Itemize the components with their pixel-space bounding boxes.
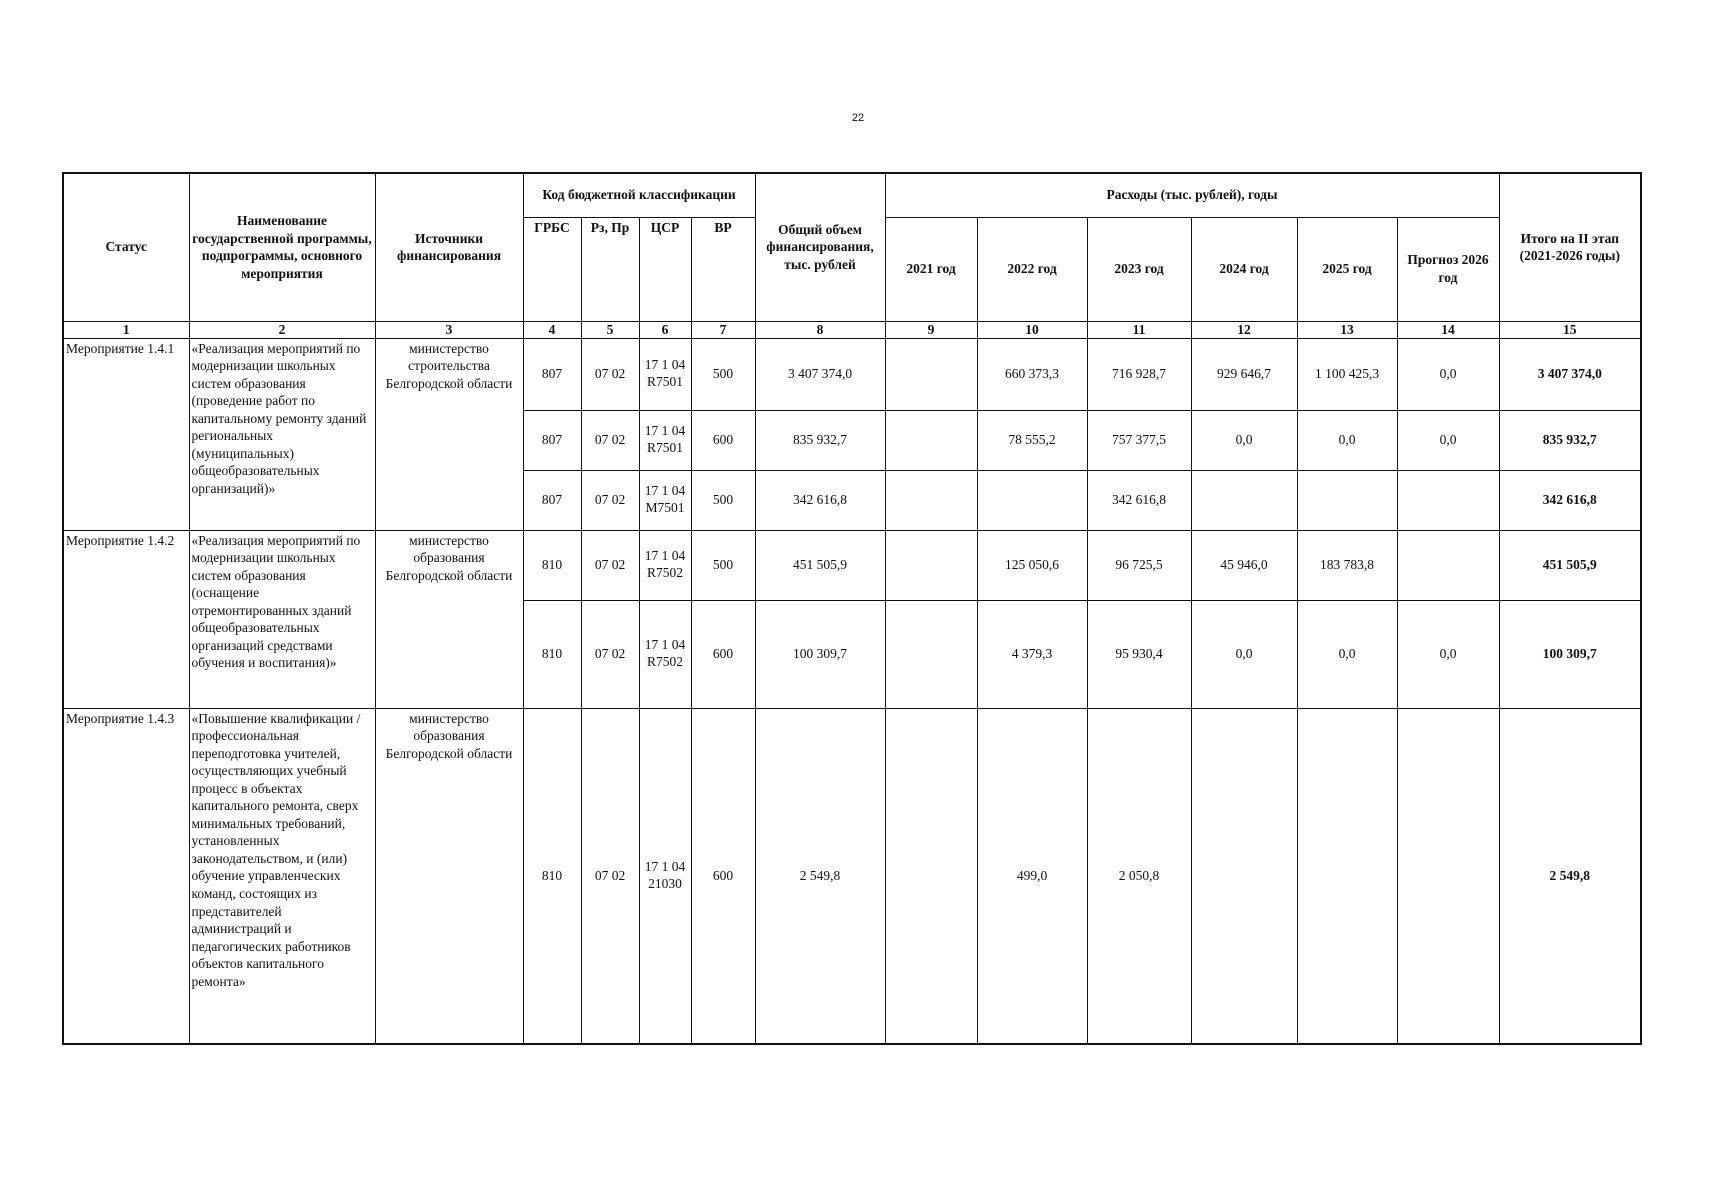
header-expenses: Расходы (тыс. рублей), годы: [885, 173, 1499, 217]
cell-2026: 0,0: [1397, 410, 1499, 470]
budget-table: [62, 172, 1642, 1045]
header-year-2022: 2022 год: [977, 217, 1087, 321]
header-vr: ВР: [691, 217, 755, 321]
cell-total: 451 505,9: [755, 530, 885, 600]
measure-name: «Реализация мероприятий по модернизации школьных систем образования (проведение работ по капитальному ремонту зданий региональных (муниципальных) общеобразовательных организаций)»: [189, 338, 375, 530]
column-number: 12: [1191, 321, 1297, 338]
cell-itogo: 835 932,7: [1499, 410, 1641, 470]
cell-vr: 600: [691, 410, 755, 470]
cell-itogo: 2 549,8: [1499, 708, 1641, 1044]
cell-itogo: 451 505,9: [1499, 530, 1641, 600]
cell-2022: [977, 470, 1087, 530]
column-number: 5: [581, 321, 639, 338]
cell-2025: 0,0: [1297, 410, 1397, 470]
cell-rzpr: 07 02: [581, 600, 639, 708]
cell-2026: [1397, 708, 1499, 1044]
cell-csr: 17 1 04 R7501: [639, 338, 691, 410]
cell-total: 835 932,7: [755, 410, 885, 470]
cell-itogo: 342 616,8: [1499, 470, 1641, 530]
cell-2023: 716 928,7: [1087, 338, 1191, 410]
cell-2025: 1 100 425,3: [1297, 338, 1397, 410]
column-number: 10: [977, 321, 1087, 338]
measure-status: Мероприятие 1.4.1: [63, 338, 189, 530]
cell-2026: 0,0: [1397, 338, 1499, 410]
cell-rzpr: 07 02: [581, 410, 639, 470]
column-numbers-row: [63, 321, 1641, 338]
cell-total: 3 407 374,0: [755, 338, 885, 410]
cell-2023: 2 050,8: [1087, 708, 1191, 1044]
header-source: Источники финансирования: [375, 173, 523, 321]
cell-2025: 0,0: [1297, 600, 1397, 708]
cell-2023: 342 616,8: [1087, 470, 1191, 530]
column-number: 11: [1087, 321, 1191, 338]
cell-vr: 500: [691, 338, 755, 410]
cell-csr: 17 1 04 R7501: [639, 410, 691, 470]
column-number: 4: [523, 321, 581, 338]
cell-2026: 0,0: [1397, 600, 1499, 708]
header-csr: ЦСР: [639, 217, 691, 321]
header-total-volume: Общий объем финансирования, тыс. рублей: [755, 173, 885, 321]
cell-2024: 0,0: [1191, 600, 1297, 708]
cell-csr: 17 1 04 M7501: [639, 470, 691, 530]
header-year-2023: 2023 год: [1087, 217, 1191, 321]
column-number: 7: [691, 321, 755, 338]
cell-2023: 757 377,5: [1087, 410, 1191, 470]
cell-rzpr: 07 02: [581, 708, 639, 1044]
cell-csr: 17 1 04 21030: [639, 708, 691, 1044]
table-row: [63, 530, 1641, 600]
header-name: Наименование государственной программы, подпрограммы, основного мероприятия: [189, 173, 375, 321]
column-number: 2: [189, 321, 375, 338]
cell-2023: 95 930,4: [1087, 600, 1191, 708]
cell-csr: 17 1 04 R7502: [639, 600, 691, 708]
cell-2023: 96 725,5: [1087, 530, 1191, 600]
cell-2025: 183 783,8: [1297, 530, 1397, 600]
cell-grbs: 807: [523, 470, 581, 530]
cell-itogo: 100 309,7: [1499, 600, 1641, 708]
column-number: 1: [63, 321, 189, 338]
cell-rzpr: 07 02: [581, 530, 639, 600]
cell-2026: [1397, 530, 1499, 600]
cell-2021: [885, 600, 977, 708]
table-row: [63, 338, 1641, 410]
cell-2021: [885, 410, 977, 470]
cell-grbs: 810: [523, 708, 581, 1044]
measure-name: «Повышение квалификации / профессиональная переподготовка учителей, осуществляющих учебный процесс в объектах капитального ремонта, сверх минимальных требований, установленных законодательством, и (или) обучение управленческих команд, состоящих из представителей администраций и педагогических работников объектов капитального ремонта»: [189, 708, 375, 1044]
column-number: 8: [755, 321, 885, 338]
page-number: 22: [851, 112, 865, 124]
cell-grbs: 810: [523, 530, 581, 600]
cell-total: 342 616,8: [755, 470, 885, 530]
header-year-2021: 2021 год: [885, 217, 977, 321]
measure-source: министерство образования Белгородской области: [375, 530, 523, 708]
cell-vr: 600: [691, 600, 755, 708]
table-row: [63, 708, 1641, 1044]
header-kbk: Код бюджетной классификации: [523, 173, 755, 217]
cell-2024: 45 946,0: [1191, 530, 1297, 600]
cell-2025: [1297, 708, 1397, 1044]
header-rzpr: Рз, Пр: [581, 217, 639, 321]
cell-2021: [885, 338, 977, 410]
cell-2022: 4 379,3: [977, 600, 1087, 708]
cell-2021: [885, 470, 977, 530]
cell-total: 2 549,8: [755, 708, 885, 1044]
cell-csr: 17 1 04 R7502: [639, 530, 691, 600]
measure-source: министерство образования Белгородской области: [375, 708, 523, 1044]
header-year-2025: 2025 год: [1297, 217, 1397, 321]
cell-2025: [1297, 470, 1397, 530]
cell-2022: 499,0: [977, 708, 1087, 1044]
cell-grbs: 807: [523, 338, 581, 410]
cell-total: 100 309,7: [755, 600, 885, 708]
column-number: 13: [1297, 321, 1397, 338]
cell-2024: 929 646,7: [1191, 338, 1297, 410]
header-status: Статус: [63, 173, 189, 321]
cell-2024: [1191, 708, 1297, 1044]
header-itogo: Итого на II этап (2021-2026 годы): [1499, 173, 1641, 321]
measure-name: «Реализация мероприятий по модернизации школьных систем образования (оснащение отремонтированных зданий общеобразовательных организаций средствами обучения и воспитания)»: [189, 530, 375, 708]
cell-2026: [1397, 470, 1499, 530]
cell-2022: 125 050,6: [977, 530, 1087, 600]
cell-vr: 500: [691, 470, 755, 530]
cell-2021: [885, 708, 977, 1044]
column-number: 3: [375, 321, 523, 338]
measure-source: министерство строительства Белгородской области: [375, 338, 523, 530]
column-number: 9: [885, 321, 977, 338]
header-row-1: [63, 173, 1641, 217]
cell-itogo: 3 407 374,0: [1499, 338, 1641, 410]
header-year-2026: Прогноз 2026 год: [1397, 217, 1499, 321]
cell-2022: 78 555,2: [977, 410, 1087, 470]
cell-grbs: 807: [523, 410, 581, 470]
header-grbs: ГРБС: [523, 217, 581, 321]
cell-2024: 0,0: [1191, 410, 1297, 470]
column-number: 14: [1397, 321, 1499, 338]
column-number: 6: [639, 321, 691, 338]
column-number: 15: [1499, 321, 1641, 338]
header-year-2024: 2024 год: [1191, 217, 1297, 321]
cell-2024: [1191, 470, 1297, 530]
cell-rzpr: 07 02: [581, 338, 639, 410]
cell-grbs: 810: [523, 600, 581, 708]
measure-status: Мероприятие 1.4.3: [63, 708, 189, 1044]
cell-rzpr: 07 02: [581, 470, 639, 530]
cell-vr: 600: [691, 708, 755, 1044]
cell-2021: [885, 530, 977, 600]
cell-vr: 500: [691, 530, 755, 600]
cell-2022: 660 373,3: [977, 338, 1087, 410]
measure-status: Мероприятие 1.4.2: [63, 530, 189, 708]
